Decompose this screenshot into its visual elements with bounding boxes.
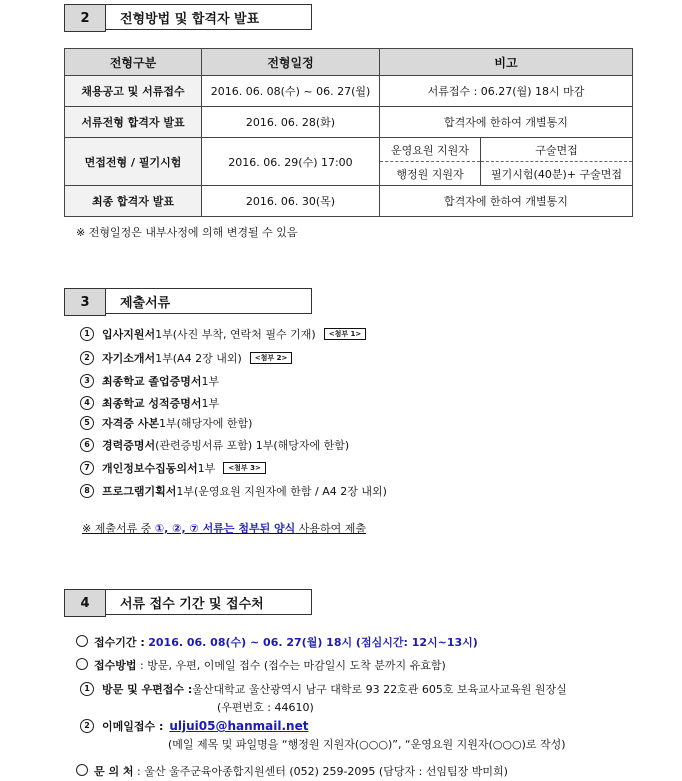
doc-name: 자기소개서 [102, 352, 156, 365]
row-note: 서류접수 : 06.27(월) 18시 마감 [380, 76, 633, 107]
visit-label: 방문 및 우편접수 : [102, 683, 193, 696]
notice-suffix: 사용하여 제출 [295, 522, 367, 535]
sub-group: 행정원 지원자 [380, 162, 481, 186]
row-note: 합격자에 한하여 개별통지 [380, 186, 633, 217]
number-badge: 3 [80, 374, 94, 388]
row-date: 2016. 06. 08(수) ~ 06. 27(월) [202, 76, 380, 107]
doc-detail: 1부(운영요원 지원자에 한함 / A4 2장 내외) [176, 485, 387, 498]
visit-line [80, 681, 567, 697]
table-row [65, 138, 633, 162]
section-2-header [64, 4, 312, 32]
notice-prefix: ※ 제출서류 중 [82, 522, 155, 535]
list-item [80, 437, 349, 453]
period-label: 접수기간 : [94, 636, 145, 649]
doc-detail: 1부 [201, 375, 220, 388]
doc-name: 최종학교 졸업증명서 [102, 375, 202, 388]
table-row [65, 76, 633, 107]
header-note: 비고 [380, 49, 633, 76]
doc-detail: 1부(사진 부착, 연락처 필수 기재) [155, 328, 316, 341]
table-header-row [65, 49, 633, 76]
row-date: 2016. 06. 28(화) [202, 107, 380, 138]
section-number: 4 [64, 589, 106, 617]
row-type: 최종 합격자 발표 [65, 186, 202, 217]
number-badge: 2 [80, 351, 94, 365]
section-number: 3 [64, 288, 106, 316]
circle-bullet-icon [76, 635, 88, 647]
section-title: 제출서류 [106, 288, 312, 314]
schedule-table [64, 48, 633, 217]
doc-name: 프로그램기획서 [102, 485, 177, 498]
table-row [65, 107, 633, 138]
attachment-tag: <첨부 1> [324, 328, 367, 340]
period-line [76, 634, 478, 650]
header-date: 전형일정 [202, 49, 380, 76]
list-item [80, 395, 219, 411]
list-item [80, 326, 366, 342]
row-date: 2016. 06. 30(목) [202, 186, 380, 217]
section-title: 서류 접수 기간 및 접수처 [106, 589, 312, 615]
contact-label: 문 의 처 [94, 765, 134, 778]
number-badge: 5 [80, 416, 94, 430]
postcode: (우편번호 : 44610) [217, 701, 314, 714]
sub-method: 구술면접 [481, 138, 633, 162]
schedule-footnote: ※ 전형일정은 내부사정에 의해 변경될 수 있음 [76, 226, 298, 239]
doc-name: 경력증명서 [102, 439, 156, 452]
attachment-tag: <첨부 3> [223, 462, 266, 474]
row-type: 채용공고 및 서류접수 [65, 76, 202, 107]
method-label: 접수방법 [94, 659, 137, 672]
doc-detail: 1부 [197, 462, 216, 475]
list-item [80, 460, 266, 476]
number-badge: 6 [80, 438, 94, 452]
email-label: 이메일접수 : [102, 720, 164, 733]
doc-detail: 1부 [201, 397, 220, 410]
doc-name: 최종학교 성적증명서 [102, 397, 202, 410]
submission-notice [82, 520, 366, 536]
attachment-tag: <첨부 2> [250, 352, 293, 364]
list-item [80, 483, 387, 499]
doc-name: 개인정보수집동의서 [102, 462, 198, 475]
number-badge: 7 [80, 461, 94, 475]
number-badge: 1 [80, 682, 94, 696]
email-line [80, 718, 308, 734]
circle-bullet-icon [76, 764, 88, 776]
notice-emphasis: ①, ②, ⑦ 서류는 첨부된 양식 [154, 522, 296, 535]
sub-method: 필기시험(40분)+ 구술면접 [481, 162, 633, 186]
circle-bullet-icon [76, 658, 88, 670]
doc-name: 자격증 사본 [102, 417, 159, 430]
doc-detail: 1부(해당자에 한함) [158, 417, 253, 430]
list-item [80, 373, 219, 389]
row-note: 합격자에 한하여 개별통지 [380, 107, 633, 138]
number-badge: 1 [80, 327, 94, 341]
method-line [76, 657, 446, 673]
row-type: 서류전형 합격자 발표 [65, 107, 202, 138]
contact-value: : 울산 울주군육아종합지원센터 (052) 259-2095 (담당자 : 선임팀장 박미희) [137, 765, 508, 778]
visit-value: 울산대학교 울산광역시 남구 대학로 93 22호관 605호 보육교사교육원 원장실 [192, 683, 567, 696]
section-4-header [64, 589, 312, 617]
sub-group: 운영요원 지원자 [380, 138, 481, 162]
row-type: 면접전형 / 필기시험 [65, 138, 202, 186]
method-value: : 방문, 우편, 이메일 접수 (접수는 마감일시 도착 분까지 유효함) [140, 659, 446, 672]
period-value: 2016. 06. 08(수) ~ 06. 27(월) 18시 (점심시간: 12시~13시) [148, 636, 478, 649]
table-row [65, 186, 633, 217]
section-title: 전형방법 및 합격자 발표 [106, 4, 312, 30]
header-type: 전형구분 [65, 49, 202, 76]
section-number: 2 [64, 4, 106, 32]
number-badge: 2 [80, 719, 94, 733]
row-date: 2016. 06. 29(수) 17:00 [202, 138, 380, 186]
number-badge: 8 [80, 484, 94, 498]
doc-detail: (관련증빙서류 포함) 1부(해당자에 한함) [155, 439, 350, 452]
number-badge: 4 [80, 396, 94, 410]
doc-name: 입사지원서 [102, 328, 156, 341]
list-item [80, 350, 292, 366]
email-note: (메일 제목 및 파일명을 “행정원 지원자(○○○)”, “운영요원 지원자(○○○)로 작성) [168, 738, 566, 751]
doc-detail: 1부(A4 2장 내외) [155, 352, 242, 365]
list-item [80, 415, 252, 431]
email-link[interactable]: uljui05@hanmail.net [169, 719, 309, 733]
contact-line [76, 763, 508, 779]
section-3-header [64, 288, 312, 316]
